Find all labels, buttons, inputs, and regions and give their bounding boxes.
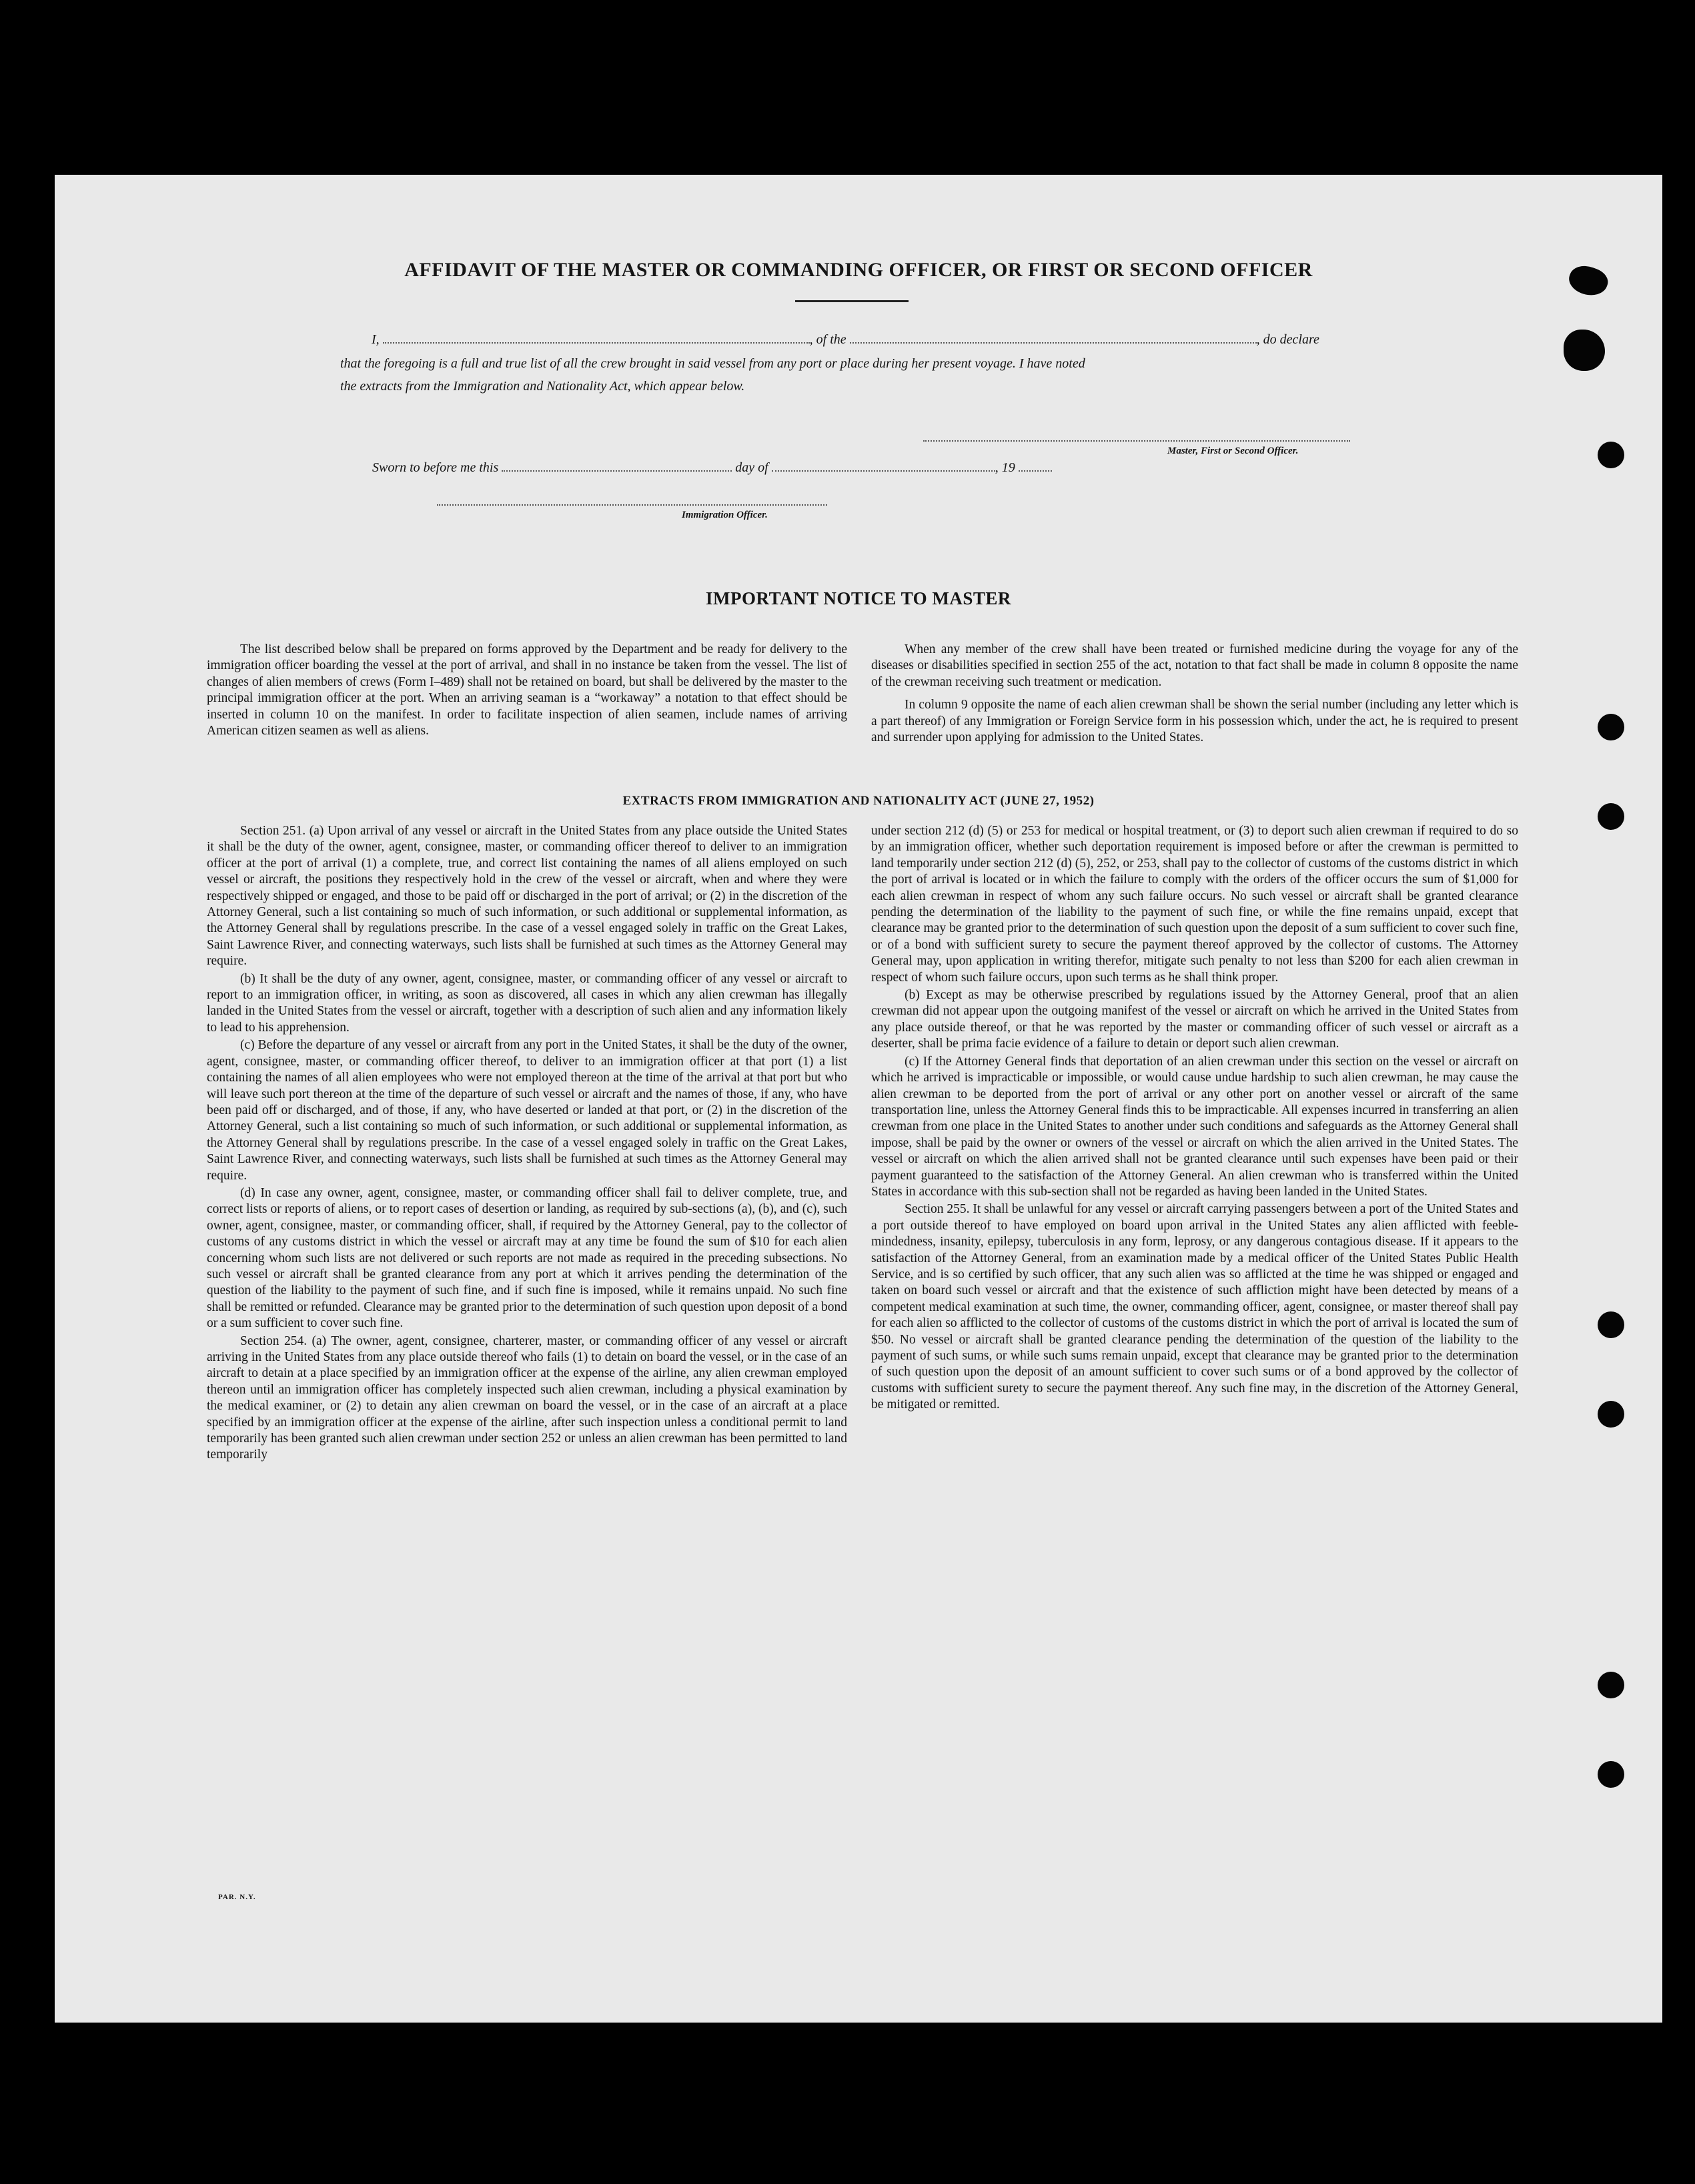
notice-paragraph: In column 9 opposite the name of each alien crewman shall be shown the serial number (including any letter which is a part thereof) of any Immigration or Foreign Service form in his possession which, under the act, he is required to present and surrender upon applying for admission to the United States. — [871, 698, 1518, 745]
vessel-blank[interactable] — [850, 342, 1257, 344]
of-the-label: , of the — [809, 332, 846, 347]
declaration-text-line-2: the extracts from the Immigration and Nationality Act, which appear below. — [340, 379, 745, 394]
punch-hole — [1598, 442, 1624, 468]
statute-paragraph: (d) In case any owner, agent, consignee, master, or commanding officer shall fail to deliver complete, true, and correct lists or reports of aliens, or to report cases of desertion or landing, as required by sub-sections (a), (b), and (c), such owner, agent, consignee, master, or commanding officer, shall, if required by the Attorney General, pay to the collector of customs of any customs district in which the vessel or aircraft may at any time be found the sum of $10 for each alien concerning whom such lists are not delivered or such reports are not made as required in the preceding subsections. No such vessel or aircraft shall be granted clearance from any port at which it arrives pending the determination of the question of the liability to the payment of such fine, and if such fine is imposed, while it remains unpaid. No such fine shall be remitted or refunded. Clearance may be granted prior to the determination of such question upon deposit of a bond or a sum sufficient to cover such fine. — [207, 1185, 847, 1331]
punch-hole — [1598, 1672, 1624, 1698]
statute-paragraph: Section 255. It shall be unlawful for any vessel or aircraft carrying passengers between a port of the United States and a port outside thereof to have employed on board upon arrival in the United States any alien afflicted with feeble-mindedness, insanity, epilepsy, tuberculosis in any form, leprosy, or any dangerous contagious disease. If it appears to the satisfaction of the Attorney General, from an examination made by a medical officer of the United States Public Health Service, and is so certified by such officer, that any such alien was so afflicted at the time he was shipped or engaged and taken on board such vessel or aircraft and that the existence of such affliction might have been detected by means of a competent medical examination at such time, the owner, commanding officer, agent, consignee, or master thereof shall pay for each alien so afflicted to the collector of customs of the customs district in which the port of arrival is located the sum of $50. No vessel or aircraft shall be granted clearance pending the determination of the question of the liability to the payment of such sums, or while such sums remain unpaid, except that clearance may be granted prior to the determination of such question upon the deposit of an amount sufficient to cover such sums or of a bond approved by the collector of customs with sufficient surety to secure the payment thereof. Any such fine may, in the discretion of the Attorney General, be mitigated or remitted. — [871, 1202, 1518, 1412]
notice-left-column — [207, 642, 847, 740]
punch-hole — [1598, 1761, 1624, 1788]
printer-mark: PAR. N.Y. — [218, 1893, 256, 1901]
master-signature-caption: Master, First or Second Officer. — [1167, 446, 1299, 456]
extracts-right-column — [871, 823, 1518, 1415]
document-page — [55, 175, 1662, 2023]
notice-paragraph: When any member of the crew shall have been treated or furnished medicine during the voyage for any of the diseases or disabilities specified in section 255 of the act, notation to that fact shall be made in column 8 opposite the name of the crewman receiving such treatment or medication. — [871, 642, 1518, 689]
statute-paragraph: Section 254. (a) The owner, agent, consignee, charterer, master, or commanding officer of any vessel or aircraft arriving in the United States from any place outside thereof who fails (1) to detain on board the vessel, or in the case of an aircraft to detain at a place specified by an immigration officer at the expense of the airline, any alien crewman employed thereon until an immigration officer has completely inspected such alien crewman, including a physical examination by the medical examiner, or (2) to detain any alien crewman on board the vessel, or in the case of an aircraft at a place specified by an immigration officer at the expense of the airline, after such inspection unless a conditional permit to land temporarily has been granted such alien crewman under section 252 or unless an alien crewman has been permitted to land temporarily — [207, 1333, 847, 1462]
extracts-title: EXTRACTS FROM IMMIGRATION AND NATIONALITY ACT (JUNE 27, 1952) — [622, 794, 1095, 808]
declaration-text-line-1: that the foregoing is a full and true list of all the crew brought in said vessel from any port or place during her present voyage. I have noted — [340, 356, 1085, 371]
officer-signature-caption: Immigration Officer. — [682, 510, 768, 520]
punch-hole — [1598, 1401, 1624, 1428]
statute-paragraph: (b) It shall be the duty of any owner, agent, consignee, master, or commanding officer of any vessel or aircraft to report to an immigration officer, in writing, as soon as discovered, all cases in which any alien crewman has illegally landed in the United States from the vessel or aircraft, together with a description of such alien and any information likely to lead to his apprehension. — [207, 971, 847, 1035]
year-blank[interactable] — [1019, 470, 1052, 472]
day-blank[interactable] — [502, 470, 732, 472]
name-blank[interactable] — [383, 342, 810, 344]
ink-blot-mark — [1564, 330, 1605, 371]
statute-paragraph: (c) Before the departure of any vessel or aircraft from any port in the United States, it shall be the duty of the owner, agent, consignee, master, or commanding officer thereof, to deliver to an immigration officer at that port (1) a list containing the names of all alien employees who were not employed thereon at the time of the arrival at that port but who will leave such port thereon at the time of the departure of such vessel or aircraft and the names of those, if any, who have been paid off or discharged, and of those, if any, who have deserted or landed at that port, or (2) in the discretion of the Attorney General, such a list containing so much of such information, or such additional or supplemental information, as the Attorney General shall by regulations prescribe. In the case of a vessel engaged solely in traffic on the Great Lakes, Saint Lawrence River, and connecting waterways, such lists shall be furnished at such times as the Attorney General may require. — [207, 1038, 847, 1183]
notice-right-column — [871, 642, 1518, 747]
punch-hole — [1598, 714, 1624, 740]
declaration-first-line — [372, 332, 1319, 348]
extracts-left-column — [207, 823, 847, 1465]
statute-paragraph: (c) If the Attorney General finds that deportation of an alien crewman under this section on the vessel or aircraft on which he arrived is impracticable or impossible, or would cause undue hardship to such alien crewman, he may cause the alien crewman to be deported from the port of arrival or any other port on another vessel or aircraft of the same transportation line, unless the Attorney General finds this to be impracticable. All expenses incurred in transferring an alien crewman from one place in the United States to another under such conditions and safeguards as the Attorney General shall impose, shall be paid by the owner or owners of the vessel or aircraft on which the alien arrived in the United States. The vessel or aircraft on which the alien arrived shall not be granted clearance until such expenses have been paid or their payment guaranteed to the satisfaction of the Attorney General. An alien crewman who is transferred within the United States in accordance with this sub-section shall not be regarded as having been landed in the United States. — [871, 1054, 1518, 1199]
officer-signature-line[interactable] — [437, 504, 827, 506]
month-blank[interactable] — [772, 470, 995, 472]
statute-paragraph: Section 251. (a) Upon arrival of any vessel or aircraft in the United States from any place outside the United States it shall be the duty of the owner, agent, consignee, master, or commanding officer thereof to deliver to an immigration officer at the port of arrival (1) a complete, true, and correct list containing the names of all aliens employed on such vessel or aircraft, the positions they respectively hold in the crew of the vessel or aircraft, when and where they were respectively shipped or engaged, and those to be paid off or discharged in the port of arrival; or (2) in the discretion of the Attorney General, such a list containing so much of such information, or such additional or supplemental information, as the Attorney General shall by regulations prescribe. In the case of a vessel engaged solely in traffic on the Great Lakes, Saint Lawrence River, and connecting waterways, such lists shall be furnished at such times as the Attorney General may require. — [207, 824, 847, 969]
master-signature-line[interactable] — [923, 440, 1350, 442]
statute-paragraph: (b) Except as may be otherwise prescribed by regulations issued by the Attorney General, proof that an alien crewman did not appear upon the outgoing manifest of the vessel or aircraft on which he arrived in the United States from any place outside thereof, or that he was reported by the master or commanding officer of such vessel or aircraft as a deserter, shall be prima facie evidence of a failure to detain or deport such alien crewman. — [871, 988, 1518, 1051]
i-label: I, — [372, 332, 380, 347]
punch-hole — [1598, 1311, 1624, 1338]
punch-hole — [1598, 803, 1624, 830]
day-of-label: day of — [735, 460, 768, 475]
statute-paragraph: under section 212 (d) (5) or 253 for medical or hospital treatment, or (3) to deport such alien crewman if required to do so by an immigration officer, whether such deportation requirement is imposed before or after the crewman is permitted to land temporarily under section 212 (d) (5), 252, or 253, shall pay to the collector of customs of the customs district in which the port of arrival is located or in which the failure to comply with the orders of the officer occurs the sum of $1,000 for each alien crewman in respect of whom any such failure occurs. No such vessel or aircraft shall be granted clearance pending the determination of the liability to the payment of such fine, or while the fine remains unpaid, except that clearance may be granted prior to the determination of such question upon the deposit of a sum sufficient to cover such fine, or of a bond with sufficient surety to secure the payment thereof approved by the collector of customs. The Attorney General may, upon application in writing therefor, mitigate such penalty to not less than $200 for each alien crewman in respect of whom such failure occurs, upon such terms as he shall think proper. — [871, 824, 1518, 985]
sworn-label: Sworn to before me this — [372, 460, 499, 475]
title-underline — [795, 300, 909, 302]
year-label: , 19 — [995, 460, 1015, 475]
do-declare-label: , do declare — [1256, 332, 1319, 347]
sworn-line — [372, 460, 1052, 476]
affidavit-title: AFFIDAVIT OF THE MASTER OR COMMANDING OFFICER, OR FIRST OR SECOND OFFICER — [404, 259, 1313, 281]
notice-paragraph: The list described below shall be prepared on forms approved by the Department and be ready for delivery to the immigration officer boarding the vessel at the port of arrival, and shall in no instance be taken from the vessel. The list of changes of alien members of crews (Form I–489) shall not be retained on board, but shall be delivered by the master to the principal immigration officer at the port. When an arriving seaman is a “workaway” a notation to that effect should be inserted in column 10 on the manifest. In order to facilitate inspection of alien seamen, include names of arriving American citizen seamen as well as aliens. — [207, 642, 847, 738]
notice-title: IMPORTANT NOTICE TO MASTER — [706, 588, 1011, 608]
